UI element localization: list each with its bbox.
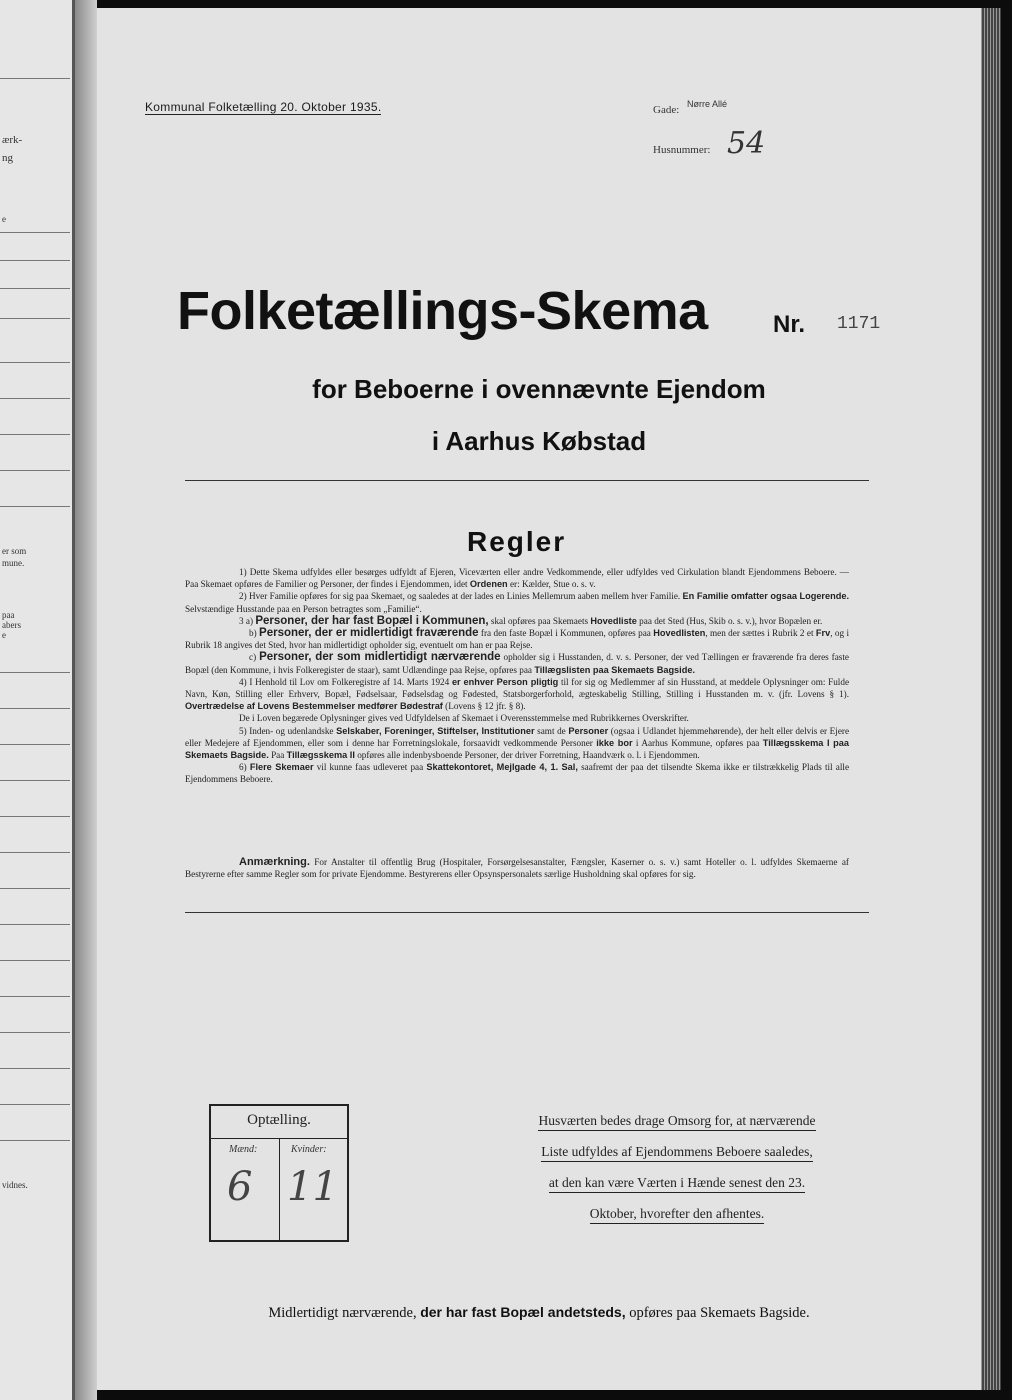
remark-text: For Anstalter til offentlig Brug (Hospitaler, Forsørgelsesanstalter, Fængsler, Kaserner o. s. v.) samt Hoteller o. l. udfyldes Skemaerne af Bestyrerne efter samme Regler som for private Ejendomme. Bestyrerens eller Opsynspersonalets særlige Husholdning skal opføres for sig. [185, 857, 849, 880]
rule-text: opholder sig i Husstanden, d. v. s. Personer, der ved Tællingen er fraværende fra deres faste Bopæl (den Kommune, i hvis Folkeregister de staar), samt Udlændinge paa Rejse, opføres paa [185, 652, 850, 675]
left-page-rule [0, 924, 70, 925]
left-page-rule [0, 744, 70, 745]
rule-emphasis: Hovedlisten [653, 628, 706, 639]
rule-1 [185, 566, 849, 590]
rule-number: 3 a) [239, 615, 254, 626]
tally-title: Optælling. [247, 1112, 311, 1128]
landlord-notice-line: at den kan være Værten i Hænde senest den 23. [549, 1174, 805, 1193]
rule-text: i Aarhus Kommune, opføres paa [635, 737, 760, 748]
rule-text: 5) Inden- og udenlandske [239, 725, 334, 736]
rule-text: saafremt der paa det tilsendte Skema ikke er tilstrækkelig Plads til alle Ejendommens Beboere. [185, 762, 850, 785]
left-page-rule [0, 1032, 70, 1033]
rule-text: fra den faste Bopæl i Kommunen, opføres paa [480, 628, 651, 639]
left-page-rule [0, 1104, 70, 1105]
landlord-notice-line: Husværten bedes drage Omsorg for, at nærværende [538, 1112, 815, 1131]
rule-text: De i Loven begærede Oplysninger gives ved Udfyldelsen af Skemaet i Overensstemmelse med Rubrikkernes Overskrifter. [239, 713, 689, 724]
rule-3b [185, 627, 849, 651]
book-page-edges [981, 8, 1001, 1390]
street-value: Nørre Allé [687, 99, 728, 109]
form-location: i Aarhus Købstad [431, 426, 647, 456]
remark-label: Anmærkning. [239, 856, 310, 868]
left-page-text: e [2, 630, 6, 640]
rule-text: til for sig og Medlemmer af sin Husstand, at meddele Oplysninger om: Fulde Navn, Køn, Stilling eller Erhverv, Bopæl, Fødselsaar, Fødselsdag og Fødested, Statsborgerforhold, ægteskabelig Stilling, Stilling i Husstanden m. v. (jfr. Lovens § 1). [185, 676, 850, 700]
men-count: 6 [227, 1164, 253, 1210]
rule-text: 2) Hver Familie opføres for sig paa Skemaet, og saaledes at der lades en Linies Mellemrum aaben mellem hver Familie. [239, 591, 681, 602]
left-page-text: e [2, 214, 6, 224]
rule-text: samt de [537, 725, 566, 736]
left-page-rule [0, 996, 70, 997]
rule-emphasis: Tillægslisten paa Skemaets Bagside. [534, 664, 695, 675]
women-count: 11 [287, 1164, 338, 1210]
rule-4 [185, 676, 849, 713]
rule-emphasis: Selskaber, Foreninger, Stiftelser, Institutioner [336, 725, 535, 736]
rule-text: er: Kælder, Stue o. s. v. [509, 579, 596, 590]
rules-text [185, 566, 849, 786]
divider [185, 912, 869, 913]
left-page-rule [0, 708, 70, 709]
rule-emphasis: ikke bor [596, 737, 633, 748]
remark [185, 856, 849, 880]
rule-emphasis: Overtrædelse af Lovens Bestemmelser medfører Bødestraf [185, 701, 443, 712]
form-subtitle: for Beboerne i ovennævnte Ejendom [312, 374, 766, 404]
divider [185, 480, 869, 481]
census-header: Kommunal Folketælling 20. Oktober 1935. [145, 100, 382, 114]
rules-heading: Regler [467, 526, 567, 557]
rule-emphasis: Tillægsskema I paa Skemaets Bagside. [185, 737, 850, 761]
rule-text: skal opføres paa Skemaets [490, 615, 589, 626]
left-page-rule [0, 506, 70, 507]
landlord-notice-line: Oktober, hvorefter den afhentes. [590, 1205, 765, 1224]
left-page-rule [0, 960, 70, 961]
tally-box [209, 1104, 349, 1242]
left-page-rule [0, 888, 70, 889]
rule-text: paa det Sted (Hus, Skib o. s. v.), hvor Bopælen er. [639, 615, 823, 626]
rule-emphasis: Frv [815, 628, 831, 639]
house-number-value: 54 [727, 126, 766, 161]
landlord-notice-line: Liste udfyldes af Ejendommens Beboere saaledes, [541, 1143, 812, 1162]
rule-emphasis: Flere Skemaer [249, 762, 314, 773]
rule-number: c) [249, 652, 257, 663]
rule-emphasis: er enhver Person pligtig [451, 676, 559, 687]
left-page-text: mune. [2, 558, 25, 568]
book-gutter [75, 0, 97, 1400]
rule-text: 4) I Henhold til Lov om Folkeregistre af 14. Marts 1924 [239, 676, 450, 687]
rule-text: , men der sættes i Rubrik 2 et [705, 628, 814, 639]
left-page-rule [0, 816, 70, 817]
rule-5 [185, 725, 849, 762]
left-page-rule [0, 398, 70, 399]
left-page-text: vidnes. [2, 1180, 28, 1190]
rule-text: opføres alle indenbysboende Personer, der driver Forretning, Haandværk o. l. i Ejendommen. [357, 750, 700, 761]
left-page-fragment [0, 0, 75, 1400]
rule-text: 1) Dette Skema udfyldes eller besørges udfyldt af Ejeren, Viceværten eller andre Vedkommende, eller udfyldes ved Cirkulation blandt Ejendommens Beboere. — Paa Skemaet opføres de Familier og Personer, der findes i Ejendommen, idet [185, 567, 849, 590]
house-number-label: Husnummer: [653, 144, 711, 156]
footer-emphasis: der har fast Bopæl andetsteds, [420, 1304, 626, 1320]
landlord-notice [507, 1108, 847, 1232]
left-page-rule [0, 362, 70, 363]
rule-text: (Lovens § 12 jfr. § 8). [445, 701, 526, 712]
form-number-label: Nr. [773, 311, 806, 338]
rule-6 [185, 761, 849, 785]
footer-note [97, 1304, 981, 1322]
left-page-text: er som [2, 546, 27, 556]
left-page-rule [0, 318, 70, 319]
form-number-value: 1171 [837, 314, 881, 334]
rule-text: , og i Rubrik 18 angives det Sted, hvor han midlertidigt opholder sig, eventuelt om han er paa Rejse. [185, 628, 849, 651]
rule-number: b) [249, 628, 257, 639]
rule-2 [185, 590, 849, 614]
rule-heading: Personer, der som midlertidigt nærværende [259, 651, 501, 664]
left-page-text: ng [2, 152, 13, 164]
left-page-rule [0, 434, 70, 435]
rule-emphasis: En Familie omfatter ogsaa Logerende. [682, 591, 850, 602]
rule-emphasis: Hovedliste [590, 615, 637, 626]
rule-text: vil kunne faas udleveret paa [316, 762, 424, 773]
rule-text: Selvstændige Husstande paa en Person betragtes som „Familie“. [185, 603, 422, 614]
rule-heading: Personer, der har fast Bopæl i Kommunen, [255, 614, 489, 627]
left-page-text: abers [2, 620, 21, 630]
census-form-page [97, 8, 981, 1390]
rule-emphasis: Ordenen [469, 579, 508, 590]
street-label: Gade: [653, 104, 680, 116]
rule-3a [185, 615, 849, 627]
rule-emphasis: Skattekontoret, Mejlgade 4, 1. Sal, [426, 762, 578, 773]
left-page-rule [0, 1068, 70, 1069]
rule-3c [185, 651, 849, 675]
form-title: Folketællings-Skema [177, 281, 708, 341]
rule-emphasis: Tillægsskema II [286, 750, 355, 761]
left-page-rule [0, 780, 70, 781]
left-page-rule [0, 470, 70, 471]
left-page-rule [0, 260, 70, 261]
rule-4-note [185, 712, 849, 724]
rule-heading: Personer, der er midlertidigt fraværende [259, 627, 479, 640]
tally-divider [279, 1138, 280, 1240]
left-page-rule [0, 288, 70, 289]
left-page-rule [0, 852, 70, 853]
left-page-text: paa [2, 610, 15, 620]
men-label: Mænd: [229, 1144, 258, 1155]
left-page-rule [0, 78, 70, 79]
rule-text: (ogsaa i Udlandet hjemmehørende), der helt eller delvis er Ejere eller Medejere af Ejendommen, eller som i denne har Forretningslokale, forsaavidt vedkommende Personer [185, 725, 850, 748]
left-page-rule [0, 1140, 70, 1141]
left-page-text: ærk- [2, 134, 23, 146]
rule-text: 6) [239, 762, 247, 773]
rule-text: Paa [271, 750, 285, 761]
left-page-rule [0, 232, 70, 233]
women-label: Kvinder: [291, 1144, 327, 1155]
left-page-rule [0, 672, 70, 673]
footer-text: opføres paa Skemaets Bagside. [629, 1305, 810, 1321]
rule-emphasis: Personer [568, 725, 609, 736]
footer-text: Midlertidigt nærværende, [268, 1305, 417, 1321]
